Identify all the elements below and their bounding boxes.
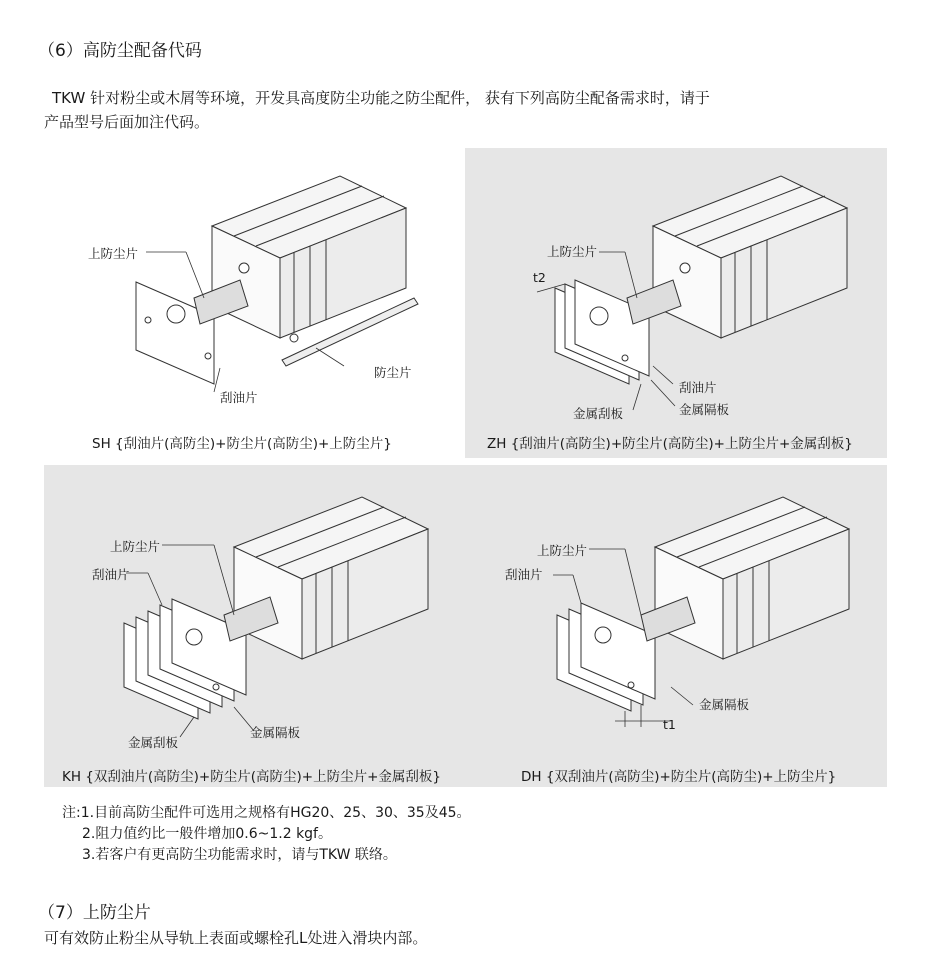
section6-heading: （6）高防尘配备代码 xyxy=(38,41,202,61)
sh-label-top-dust-plate: 上防尘片 xyxy=(88,246,139,261)
kh-label-scraper: 刮油片 xyxy=(92,567,130,582)
section6-intro-line1: TKW 针对粉尘或木屑等环境，开发具高度防尘功能之防尘配件， 获有下列高防尘配备需求时，请于 xyxy=(52,89,710,107)
dh-label-top-dust-plate: 上防尘片 xyxy=(537,543,588,558)
kh-caption: KH {双刮油片(高防尘)+防尘片(高防尘)+上防尘片+金属刮板} xyxy=(62,769,441,785)
section7-heading: （7）上防尘片 xyxy=(38,903,151,923)
zh-diagram xyxy=(465,148,887,458)
panel-sh xyxy=(44,148,466,458)
dh-label-metal-plate: 金属隔板 xyxy=(699,697,750,712)
dh-label-t1: t1 xyxy=(663,717,676,732)
panel-dh xyxy=(465,465,887,787)
dh-caption: DH {双刮油片(高防尘)+防尘片(高防尘)+上防尘片} xyxy=(521,769,837,785)
zh-label-metal-scraper: 金属刮板 xyxy=(573,406,624,421)
kh-label-top-dust-plate: 上防尘片 xyxy=(110,539,161,554)
note-line1: 注:1.目前高防尘配件可选用之规格有HG20、25、30、35及45。 xyxy=(62,805,471,821)
kh-label-metal-plate: 金属隔板 xyxy=(250,725,301,740)
zh-label-scraper: 刮油片 xyxy=(679,380,717,395)
section7-text: 可有效防止粉尘从导轨上表面或螺栓孔L处进入滑块内部。 xyxy=(44,929,428,947)
note-line3: 3.若客户有更高防尘功能需求时，请与TKW 联络。 xyxy=(82,847,397,863)
zh-label-t2: t2 xyxy=(533,270,546,285)
panel-kh xyxy=(44,465,466,787)
zh-label-top-dust-plate: 上防尘片 xyxy=(547,244,598,259)
sh-label-dust-strip: 防尘片 xyxy=(374,365,412,380)
panel-zh xyxy=(465,148,887,458)
kh-label-metal-scraper: 金属刮板 xyxy=(128,735,179,750)
dh-diagram xyxy=(465,465,887,787)
sh-caption: SH {刮油片(高防尘)+防尘片(高防尘)+上防尘片} xyxy=(92,436,392,452)
zh-caption: ZH {刮油片(高防尘)+防尘片(高防尘)+上防尘片+金属刮板} xyxy=(487,436,853,452)
dh-label-scraper: 刮油片 xyxy=(505,567,543,582)
note-line2: 2.阻力值约比一般件增加0.6~1.2 kgf。 xyxy=(82,826,332,842)
sh-diagram xyxy=(44,148,466,458)
section6-intro-line2: 产品型号后面加注代码。 xyxy=(44,113,210,131)
zh-label-metal-plate: 金属隔板 xyxy=(679,402,730,417)
sh-label-scraper: 刮油片 xyxy=(220,390,258,405)
